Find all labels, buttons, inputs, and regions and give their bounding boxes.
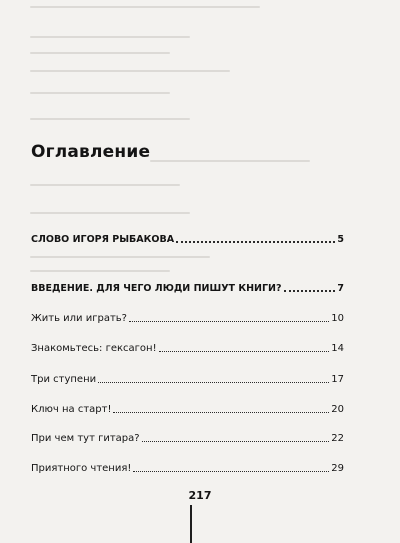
toc-entry [31, 282, 344, 295]
dot-leader [142, 441, 330, 442]
toc-entry-title: Знакомьтесь: гексагон! [31, 343, 157, 354]
toc-entry-page: 29 [331, 463, 344, 474]
toc-entry [31, 373, 344, 386]
page-number: 217 [188, 489, 212, 502]
toc-entry-page: 22 [331, 433, 344, 444]
folio-rule [190, 505, 192, 543]
toc-entry [31, 312, 344, 325]
toc-entry [31, 233, 344, 246]
toc-entry-title: Приятного чтения! [31, 463, 132, 474]
toc-entry [31, 432, 344, 445]
toc-entry-title: СЛОВО ИГОРЯ РЫБАКОВА [31, 234, 175, 245]
toc-entry-page: 20 [331, 404, 344, 415]
toc-entry-page: 10 [331, 313, 344, 324]
toc-entry-title: При чем тут гитара? [31, 433, 140, 444]
toc-entry [31, 403, 344, 416]
dot-leader [284, 290, 336, 292]
dot-leader [98, 382, 329, 383]
toc-entry-page: 17 [331, 374, 344, 385]
dot-leader [113, 412, 329, 413]
toc-entry-title: ВВЕДЕНИЕ. ДЛЯ ЧЕГО ЛЮДИ ПИШУТ КНИГИ? [31, 283, 282, 294]
toc-entry-title: Ключ на старт! [31, 404, 112, 415]
dot-leader [133, 471, 329, 472]
dot-leader [176, 241, 335, 243]
toc-entry-page: 5 [337, 234, 344, 245]
toc-entry-title: Жить или играть? [31, 313, 127, 324]
toc-entry-page: 14 [331, 343, 344, 354]
toc-entry-page: 7 [337, 283, 344, 294]
toc-entry-title: Три ступени [31, 374, 97, 385]
toc-entry [31, 342, 344, 355]
dot-leader [129, 321, 329, 322]
toc-heading: Оглавление [31, 142, 151, 162]
toc-entry [31, 462, 344, 475]
dot-leader [159, 351, 330, 352]
